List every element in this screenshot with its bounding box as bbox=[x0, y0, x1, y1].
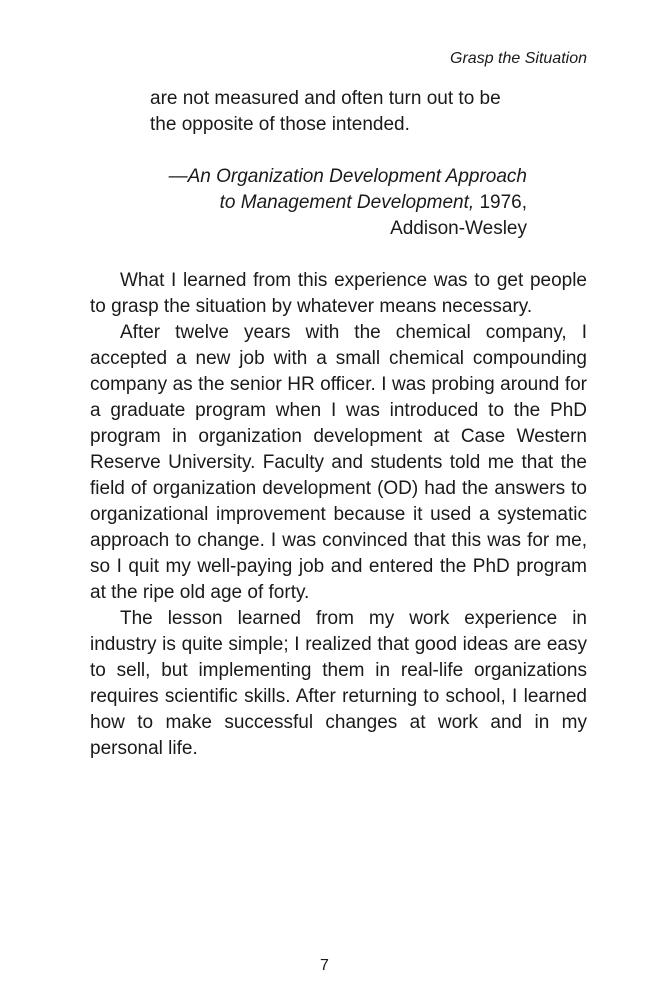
quote-line: the opposite of those intended. bbox=[150, 114, 410, 135]
attribution-line-1 bbox=[150, 164, 527, 190]
em-dash: — bbox=[168, 166, 188, 187]
epigraph-quote bbox=[150, 86, 527, 242]
source-title-continued: to Management Development, bbox=[219, 192, 475, 213]
body-text bbox=[90, 268, 587, 762]
running-head: Grasp the Situation bbox=[450, 50, 587, 67]
quote-line: are not measured and often turn out to be bbox=[150, 88, 501, 109]
source-year: 1976, bbox=[474, 192, 527, 213]
paragraph: What I learned from this experience was to get people to grasp the situation by whatever means necessary. bbox=[90, 270, 587, 317]
quote-attribution bbox=[150, 164, 527, 242]
paragraph: After twelve years with the chemical company, I accepted a new job with a small chemical compounding company as the senior HR officer. I was probing around for a graduate program when I was introduced to the PhD program in organization development at Case Western Reserve University. Faculty and students told me that the field of organization development (OD) had the answers to organizational improvement because it used a systematic approach to change. I was convinced that this was for me, so I quit my well-paying job and entered the PhD program at the ripe old age of forty. bbox=[90, 322, 587, 603]
attribution-line-2 bbox=[150, 190, 527, 216]
page-number: 7 bbox=[320, 957, 329, 974]
paragraph: The lesson learned from my work experience in industry is quite simple; I realized that good ideas are easy to sell, but implementing them in real-life organizations requires scientific skills. After returning to school, I learned how to make successful changes at work and in my personal life. bbox=[90, 608, 587, 759]
source-publisher: Addison-Wesley bbox=[390, 218, 527, 239]
source-title: An Organization Development Approach bbox=[187, 166, 527, 187]
